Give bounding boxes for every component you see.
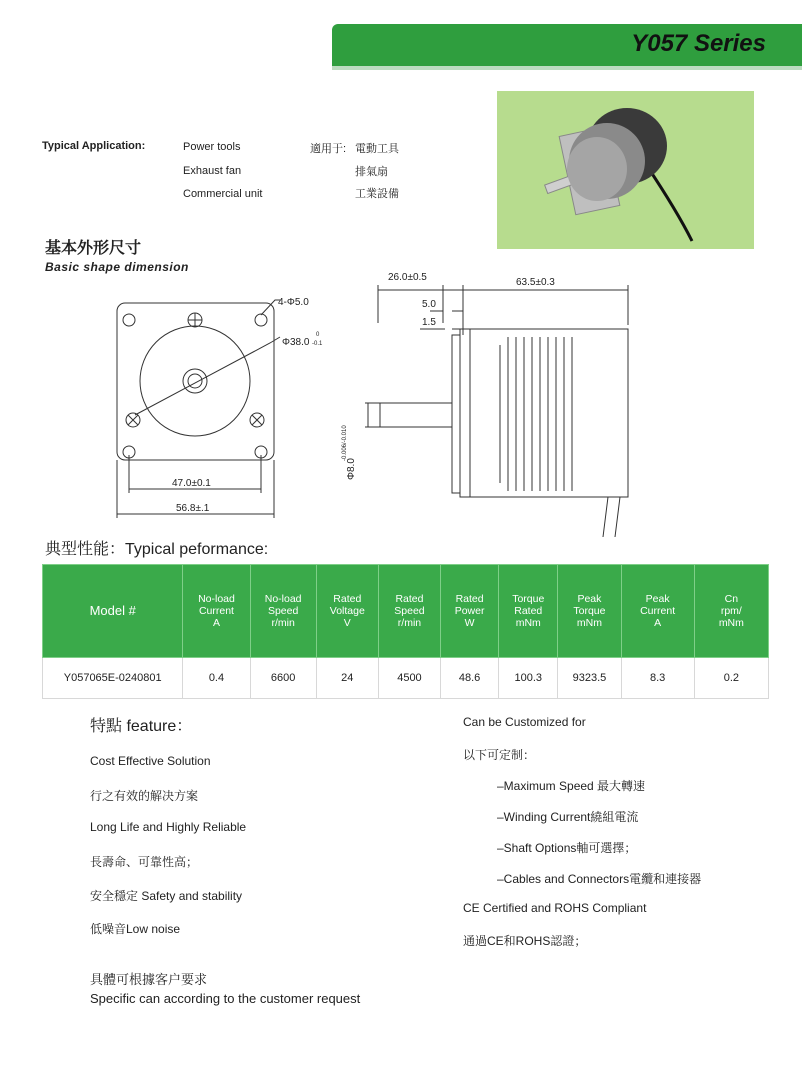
model-cell: Y057065E-0240801: [43, 658, 183, 699]
header-line: Speed: [267, 605, 299, 617]
header-line: mNm: [515, 617, 541, 629]
application-label: Typical Application:: [42, 140, 146, 152]
pilot-dim: Φ38.0: [282, 337, 310, 348]
header-line: Power: [454, 605, 485, 617]
header-line: Peak: [577, 593, 602, 605]
table-cell: 48.6: [441, 658, 499, 699]
application-item: Exhaust fan: [183, 165, 242, 177]
header-line: A: [654, 617, 662, 629]
table-header-cell: [441, 565, 499, 658]
custom-item: 以下可定制：: [463, 748, 536, 762]
table-cell: 8.3: [621, 658, 694, 699]
table-header-cell: [499, 565, 558, 658]
table-header-row: [43, 565, 769, 658]
table-header-cell: [378, 565, 440, 658]
shaft-dia-dim: Φ8.0: [346, 458, 357, 480]
header-line: rpm/: [720, 605, 742, 617]
dim-5: 5.0: [422, 299, 436, 310]
header-line: Rated: [455, 593, 484, 605]
shaft-tol-dim: -0.006/-0.010: [342, 425, 348, 461]
feature-item: Cost Effective Solution: [90, 754, 211, 768]
header-line: mNm: [576, 617, 602, 629]
feature-item: Long Life and Highly Reliable: [90, 820, 247, 834]
dimension-drawing: [100, 265, 660, 540]
header-line: Voltage: [329, 605, 365, 617]
table-cell: 0.2: [694, 658, 768, 699]
custom-item: Can be Customized for: [463, 715, 586, 729]
header-line: Rated: [333, 593, 362, 605]
custom-note-en: Specific can according to the customer request: [90, 991, 361, 1006]
header-line: Torque: [512, 593, 545, 605]
header-line: Cn: [724, 593, 739, 605]
table-cell: 9323.5: [558, 658, 621, 699]
flange-dim: 56.8±.1: [176, 503, 210, 514]
hole-spacing-dim: 47.0±0.1: [172, 478, 211, 489]
application-cn-item: 電動工具: [355, 143, 399, 155]
table-header-cell: [250, 565, 316, 658]
table-header-cell: [621, 565, 694, 658]
holes-dim: 4-Φ5.0: [278, 297, 309, 308]
feature-item: 行之有效的解决方案: [90, 789, 199, 803]
body-length-dim: 63.5±0.3: [516, 277, 555, 288]
header-line: Rated: [395, 593, 424, 605]
application-item: Commercial unit: [183, 188, 263, 200]
custom-item: 通過CE和ROHS認證；: [463, 934, 587, 948]
table-header-cell: [694, 565, 768, 658]
header-line: Speed: [394, 605, 425, 617]
dim-1-5: 1.5: [422, 317, 436, 328]
table-cell: 24: [316, 658, 378, 699]
table-cell: 6600: [250, 658, 316, 699]
custom-item: –Cables and Connectors電纜和連接器: [497, 872, 702, 886]
pilot-tol-upper: 0: [316, 332, 320, 338]
feature-item: 低噪音Low noise: [90, 922, 181, 936]
series-title: Y057 Series: [631, 30, 766, 57]
feature-item: 安全穩定 Safety and stability: [90, 889, 243, 903]
application-cn-item: 工業設備: [355, 188, 399, 200]
performance-table: [42, 564, 769, 699]
application-item: Power tools: [183, 141, 241, 153]
feature-title: 特點 feature：: [90, 718, 193, 735]
custom-item: –Maximum Speed 最大轉速: [497, 779, 646, 793]
custom-note-cn: 具體可根據客户要求: [90, 972, 208, 987]
header-line: Torque: [573, 605, 606, 617]
table-header-cell: [316, 565, 378, 658]
custom-item: –Winding Current繞組電流: [497, 810, 639, 824]
pilot-tol-lower: -0.1: [312, 341, 323, 347]
header-line: V: [343, 617, 351, 629]
header-line: r/min: [271, 617, 295, 629]
banner-shadow: [332, 66, 802, 70]
header-line: Rated: [514, 605, 543, 617]
header-line: No-load: [264, 593, 302, 605]
header-line: No-load: [198, 593, 235, 605]
shape-title-cn: 基本外形尺寸: [45, 240, 142, 257]
header-line: Peak: [645, 593, 670, 605]
shape-title-en: Basic shape dimension: [45, 260, 189, 274]
header-line: W: [464, 617, 475, 629]
header-line: r/min: [397, 617, 422, 629]
header-line: Model #: [89, 603, 136, 618]
custom-item: –Shaft Options軸可選擇；: [497, 841, 637, 855]
custom-item: CE Certified and ROHS Compliant: [463, 901, 647, 915]
pilot-circle: [140, 326, 250, 436]
table-header-cell: [183, 565, 250, 658]
table-row: [43, 658, 769, 699]
table-cell: 4500: [378, 658, 440, 699]
header-model: [43, 565, 183, 658]
application-cn-label: 適用于:: [310, 143, 347, 155]
header-line: Current: [640, 605, 676, 617]
feature-item: 長壽命、可靠性高；: [90, 855, 199, 869]
table-cell: 100.3: [499, 658, 558, 699]
header-line: Current: [198, 605, 234, 617]
shaft-length-dim: 26.0±0.5: [388, 272, 427, 283]
header-line: A: [212, 617, 220, 629]
header-line: mNm: [718, 617, 744, 629]
application-cn-item: 排氣扇: [355, 166, 388, 178]
table-header-cell: [558, 565, 621, 658]
motor-photo: [497, 91, 754, 249]
table-cell: 0.4: [183, 658, 250, 699]
performance-title: 典型性能：Typical peformance:: [45, 541, 269, 558]
